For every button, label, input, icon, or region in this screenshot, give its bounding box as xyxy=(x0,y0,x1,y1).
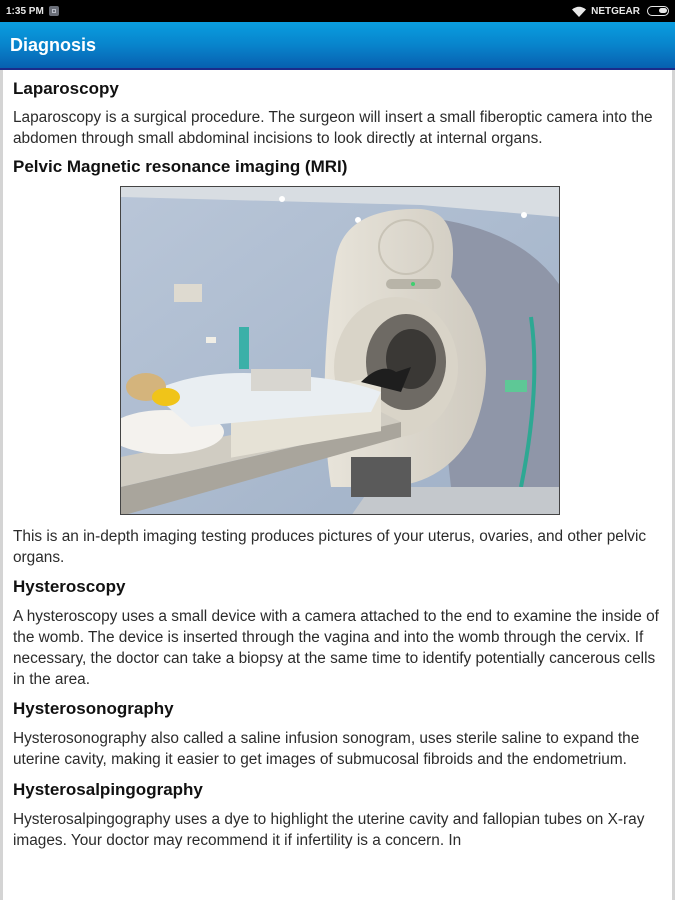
status-right xyxy=(572,6,669,17)
section-heading-hysterosalpingography: Hysterosalpingography xyxy=(13,780,203,799)
section-body-hysterosonography: Hysterosonography also called a saline infusion sonogram, uses sterile saline to expand the uterine cavity, making it easier to get images of submucosal fibroids and the endometrium. xyxy=(13,730,640,768)
section-body-hysterosalpingography: Hysterosalpingography uses a dye to highlight the uterine cavity and fallopian tubes on X-ray images. Your doctor may recommend it if infertility is a concern. In xyxy=(13,811,645,849)
page-title: Diagnosis xyxy=(10,34,97,55)
section-body-laparoscopy: Laparoscopy is a surgical procedure. The surgeon will insert a small fiberoptic camera into the abdomen through small abdominal incisions to look directly at internal organs. xyxy=(13,109,653,147)
status-left xyxy=(6,6,59,17)
battery-icon xyxy=(647,6,669,16)
mri-illustration xyxy=(121,187,560,515)
network-name: NETGEAR xyxy=(591,5,640,17)
section-heading-laparoscopy: Laparoscopy xyxy=(13,79,119,98)
section-body-hysteroscopy: A hysteroscopy uses a small device with a camera attached to the end to examine the inside of the womb. The device is inserted through the vagina and into the womb through the cervix. If necessary, the doctor can take a biopsy at the same time to identify potentially cancerous cells in the area. xyxy=(13,608,659,688)
section-heading-hysterosonography: Hysterosonography xyxy=(13,699,174,718)
notification-icon xyxy=(49,6,59,16)
section-heading-mri: Pelvic Magnetic resonance imaging (MRI) xyxy=(13,157,348,176)
clock: 1:35 PM xyxy=(6,5,44,17)
wifi-icon xyxy=(572,6,586,17)
section-heading-hysteroscopy: Hysteroscopy xyxy=(13,577,126,596)
mri-scanner-photo xyxy=(120,186,560,515)
app-bar xyxy=(0,22,675,70)
status-bar xyxy=(0,0,675,22)
content-scroll-area[interactable] xyxy=(0,70,675,900)
section-body-mri: This is an in-depth imaging testing produces pictures of your uterus, ovaries, and other pelvic organs. xyxy=(13,528,647,566)
